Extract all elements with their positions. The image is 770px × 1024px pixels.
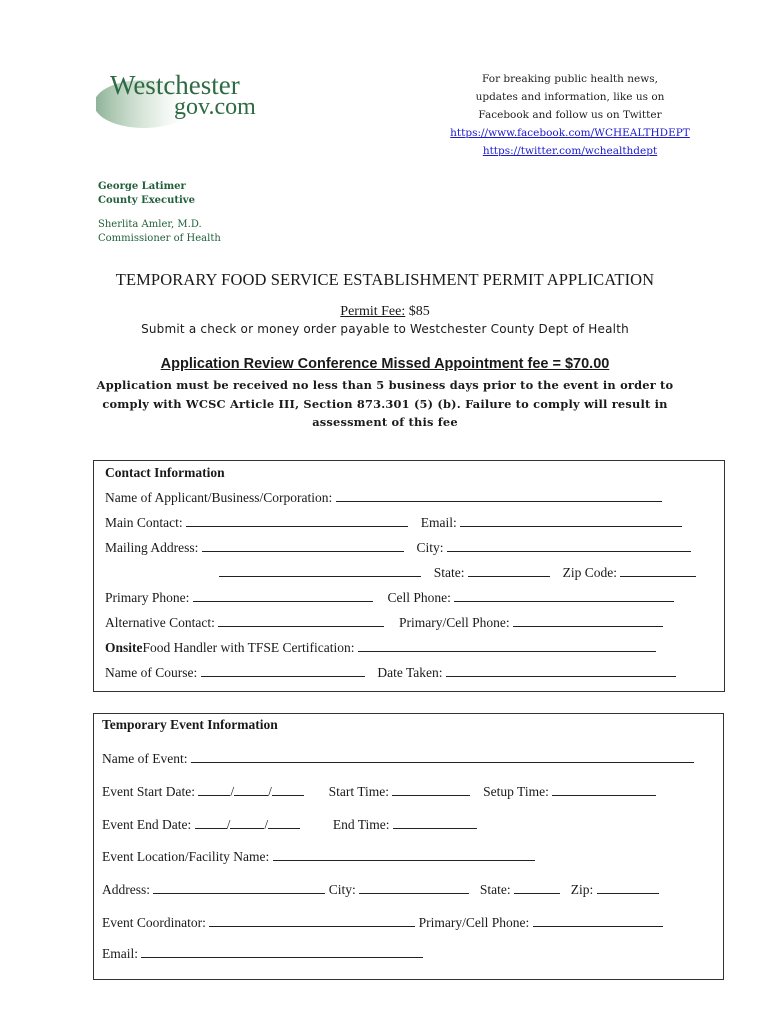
location-row (102, 849, 535, 865)
start-row: Event Start Date: / / Start Time: Setup Time: (102, 784, 656, 800)
permit-fee-label: Permit Fee: (340, 304, 406, 319)
permit-fee (0, 304, 770, 320)
social-line: updates and information, like us on (475, 91, 665, 103)
event-name-row (102, 751, 694, 767)
deadline-line: comply with WCSC Article III, Section 873.301 (5) (b). Failure to comply will result in (102, 396, 668, 411)
alt-contact-label: Alternative Contact: (105, 615, 215, 630)
event-email-label: Email: (102, 946, 138, 961)
permit-fee-value: $85 (405, 304, 430, 319)
primary-phone-field[interactable] (193, 590, 373, 602)
coordinator-phone-field[interactable] (533, 915, 663, 927)
zip-field[interactable] (620, 565, 696, 577)
event-heading: Temporary Event Information (102, 717, 278, 732)
end-date-label: Event End Date: (102, 817, 192, 832)
setup-time-field[interactable] (552, 784, 656, 796)
event-name-label: Name of Event: (102, 751, 188, 766)
executive-title: County Executive (98, 195, 195, 206)
location-label: Event Location/Facility Name: (102, 849, 270, 864)
event-email-field[interactable] (141, 946, 423, 958)
start-time-field[interactable] (392, 784, 470, 796)
date-taken-field[interactable] (446, 665, 676, 677)
applicant-row (105, 490, 662, 506)
commissioner-name: Sherlita Amler, M.D. (98, 219, 202, 230)
event-address-label: Address: (102, 882, 150, 897)
commissioner-title: Commissioner of Health (98, 233, 221, 244)
event-city-label: City: (328, 882, 356, 897)
event-address-field[interactable] (153, 882, 325, 894)
alt-primary-cell-field[interactable] (513, 615, 663, 627)
event-zip-field[interactable] (597, 882, 659, 894)
state-field[interactable] (468, 565, 550, 577)
social-notice (420, 70, 720, 160)
event-information-section (93, 713, 724, 980)
coordinator-field[interactable] (209, 915, 415, 927)
onsite-field[interactable] (358, 640, 656, 652)
start-day-field[interactable] (234, 784, 268, 796)
cell-phone-label: Cell Phone: (387, 590, 451, 605)
course-label: Name of Course: (105, 665, 198, 680)
event-email-row (102, 946, 423, 962)
main-contact-field[interactable] (186, 515, 408, 527)
event-city-field[interactable] (359, 882, 469, 894)
alt-primary-cell-label: Primary/Cell Phone: (398, 615, 510, 630)
applicant-field[interactable] (336, 490, 662, 502)
main-contact-row (105, 515, 682, 531)
westchester-logo (96, 68, 268, 132)
state-label: State: (433, 565, 465, 580)
event-address-row (102, 882, 659, 898)
social-line: Facebook and follow us on Twitter (478, 109, 662, 121)
location-field[interactable] (273, 849, 535, 861)
zip-label: Zip Code: (562, 565, 617, 580)
start-year-field[interactable] (272, 784, 304, 796)
facebook-link[interactable]: https://www.facebook.com/WCHEALTHDEPT (450, 127, 690, 139)
deadline-line: Application must be received no less than 5 business days prior to the event in order to (96, 378, 674, 392)
alt-contact-row (105, 615, 663, 631)
primary-phone-label: Primary Phone: (105, 590, 190, 605)
event-state-field[interactable] (514, 882, 560, 894)
phone-row (105, 590, 674, 606)
end-time-label: End Time: (332, 817, 390, 832)
event-zip-label: Zip: (570, 882, 594, 897)
start-time-label: Start Time: (328, 784, 390, 799)
onsite-row (105, 640, 656, 656)
end-day-field[interactable] (230, 817, 264, 829)
start-month-field[interactable] (198, 784, 230, 796)
social-line: For breaking public health news, (482, 73, 658, 85)
logo-text-line2: gov.com (174, 94, 256, 120)
contact-heading: Contact Information (105, 465, 225, 480)
logo-text-line1: Westchester (110, 70, 240, 100)
coordinator-label: Event Coordinator: (102, 915, 206, 930)
city-field[interactable] (447, 540, 691, 552)
setup-time-label: Setup Time: (483, 784, 549, 799)
email-field[interactable] (460, 515, 682, 527)
twitter-link[interactable]: https://twitter.com/wchealthdept (482, 145, 658, 157)
cell-phone-field[interactable] (454, 590, 674, 602)
start-date-label: Event Start Date: (102, 784, 195, 799)
onsite-label: Food Handler with TFSE Certification: (142, 640, 355, 655)
end-month-field[interactable] (195, 817, 227, 829)
event-name-field[interactable] (191, 751, 694, 763)
mailing-label: Mailing Address: (105, 540, 199, 555)
date-taken-label: Date Taken: (377, 665, 443, 680)
deadline-line: assessment of this fee (312, 415, 458, 429)
end-time-field[interactable] (393, 817, 477, 829)
city-label: City: (416, 540, 444, 555)
logo-graphic (96, 68, 268, 132)
alt-contact-field[interactable] (218, 615, 384, 627)
page-title: TEMPORARY FOOD SERVICE ESTABLISHMENT PERMIT APPLICATION (115, 270, 655, 289)
end-year-field[interactable] (268, 817, 300, 829)
mailing-field[interactable] (202, 540, 404, 552)
state-zip-row (219, 565, 696, 581)
deadline-notice (90, 376, 680, 432)
coordinator-row (102, 915, 663, 931)
payment-note: Submit a check or money order payable to Westchester County Dept of Health (141, 322, 629, 336)
executive-name: George Latimer (98, 181, 186, 192)
end-row: Event End Date: / / End Time: (102, 817, 477, 833)
applicant-label: Name of Applicant/Business/Corporation: (105, 490, 333, 505)
course-field[interactable] (201, 665, 365, 677)
event-state-label: State: (479, 882, 511, 897)
missed-appointment-fee: Application Review Conference Missed Appointment fee = $70.00 (160, 356, 610, 372)
course-row (105, 665, 676, 681)
contact-information-section (93, 460, 725, 692)
main-contact-label: Main Contact: (105, 515, 183, 530)
coordinator-phone-label: Primary/Cell Phone: (418, 915, 530, 930)
email-label: Email: (420, 515, 457, 530)
onsite-label-bold: Onsite (105, 640, 143, 655)
mailing-field-line2[interactable] (219, 565, 421, 577)
mailing-row (105, 540, 691, 556)
